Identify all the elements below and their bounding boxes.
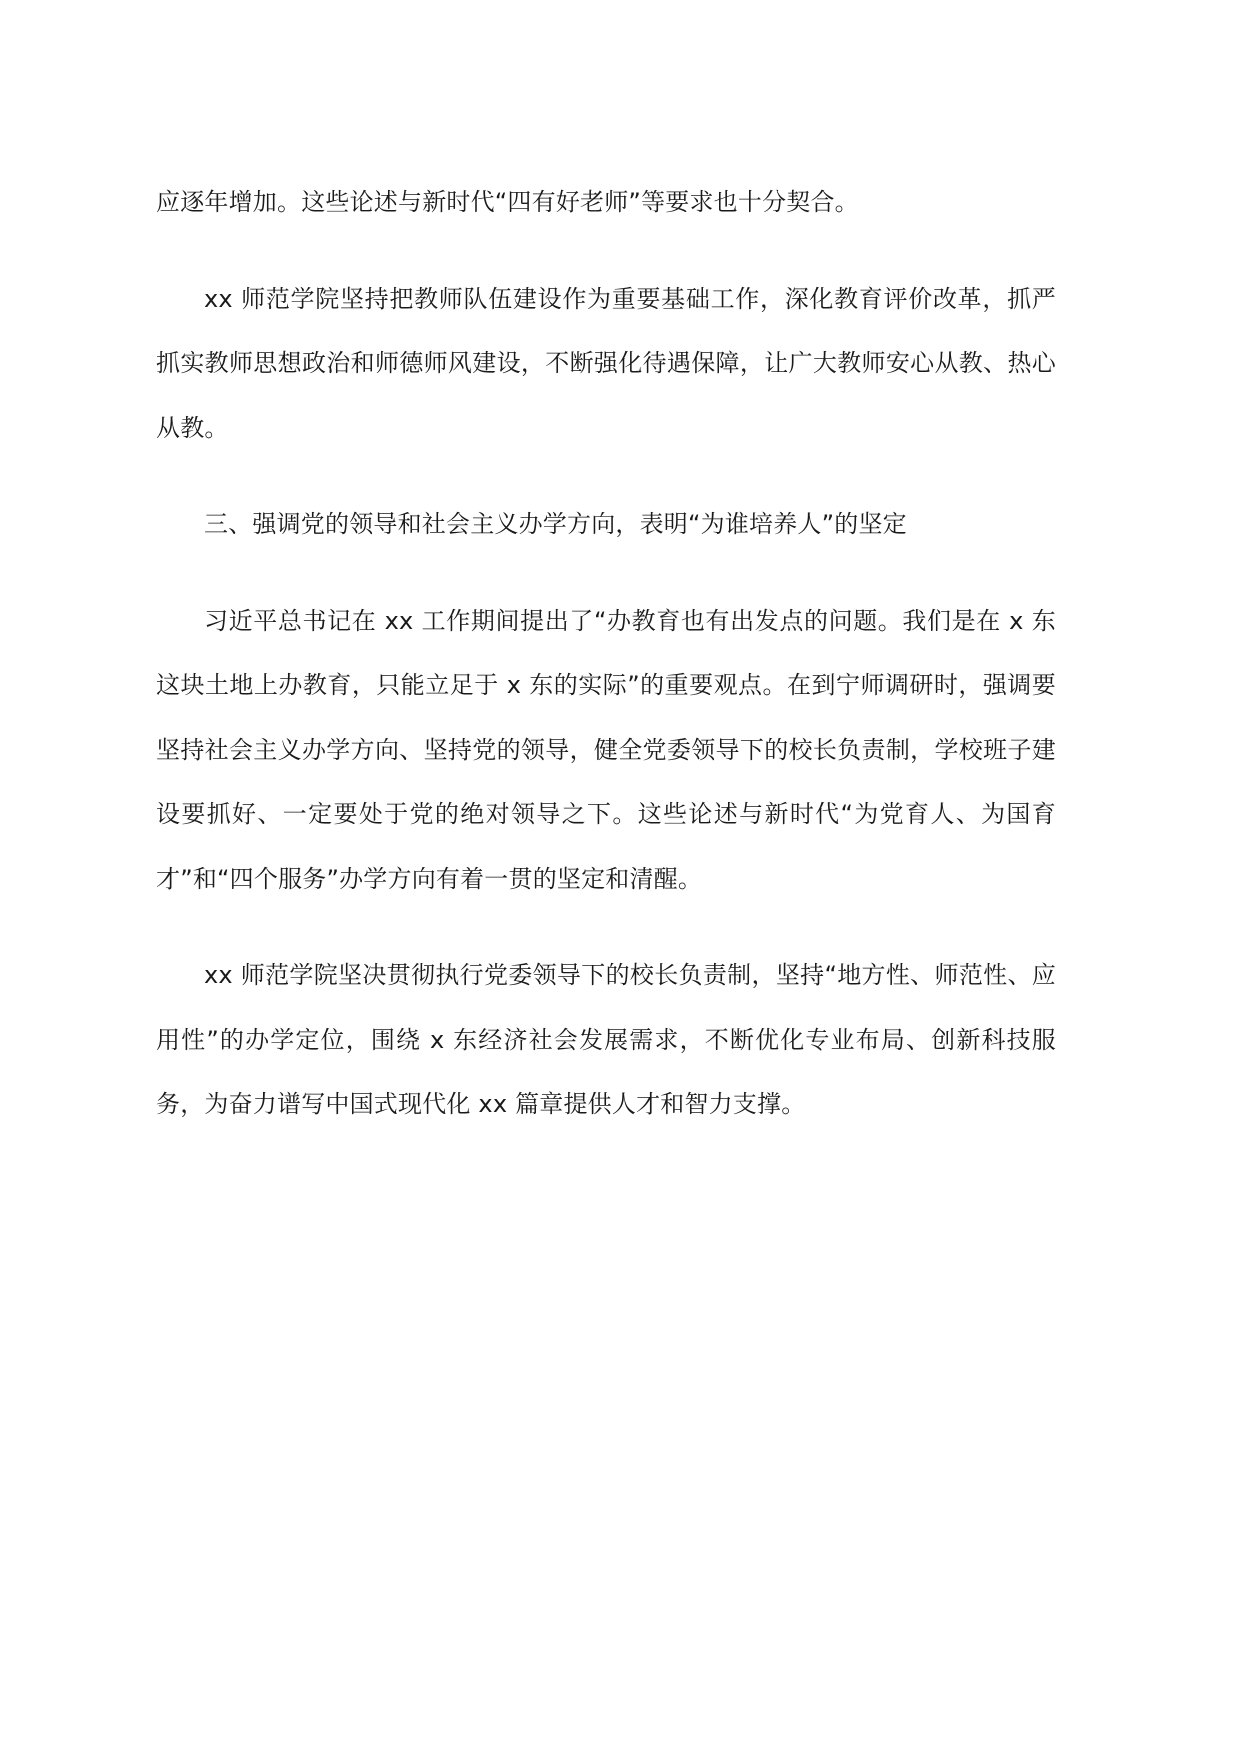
paragraph-teacher-team: xx 师范学院坚持把教师队伍建设作为重要基础工作，深化教育评价改革，抓严抓实教师思想政治和师德师风建设，不断强化待遇保障，让广大教师安心从教、热心从教。 xyxy=(156,284,1056,442)
paragraph-party-leadership: 习近平总书记在 xx 工作期间提出了“办教育也有出发点的问题。我们是在 x 东这块土地上办教育，只能立足于 x 东的实际”的重要观点。在到宁师调研时，强调要坚持社会主义办学方向、坚持党的领导，健全党委领导下的校长负责制，学校班子建设要抓好、一定要处于党的绝对领导之下。这些论述与新时代“为党育人、为国育才”和“四个服务”办学方向有着一贯的坚定和清醒。 xyxy=(156,606,1056,893)
paragraph-continuation: 应逐年增加。这些论述与新时代“四有好老师”等要求也十分契合。 xyxy=(156,188,859,216)
paragraph-school-positioning: xx 师范学院坚决贯彻执行党委领导下的校长负责制，坚持“地方性、师范性、应用性”的办学定位，围绕 x 东经济社会发展需求，不断优化专业布局、创新科技服务，为奋力谱写中国式现代化 xx 篇章提供人才和智力支撑。 xyxy=(156,961,1056,1118)
section-heading-three: 三、强调党的领导和社会主义办学方向，表明“为谁培养人”的坚定 xyxy=(204,510,907,538)
document-body xyxy=(156,170,1056,1169)
